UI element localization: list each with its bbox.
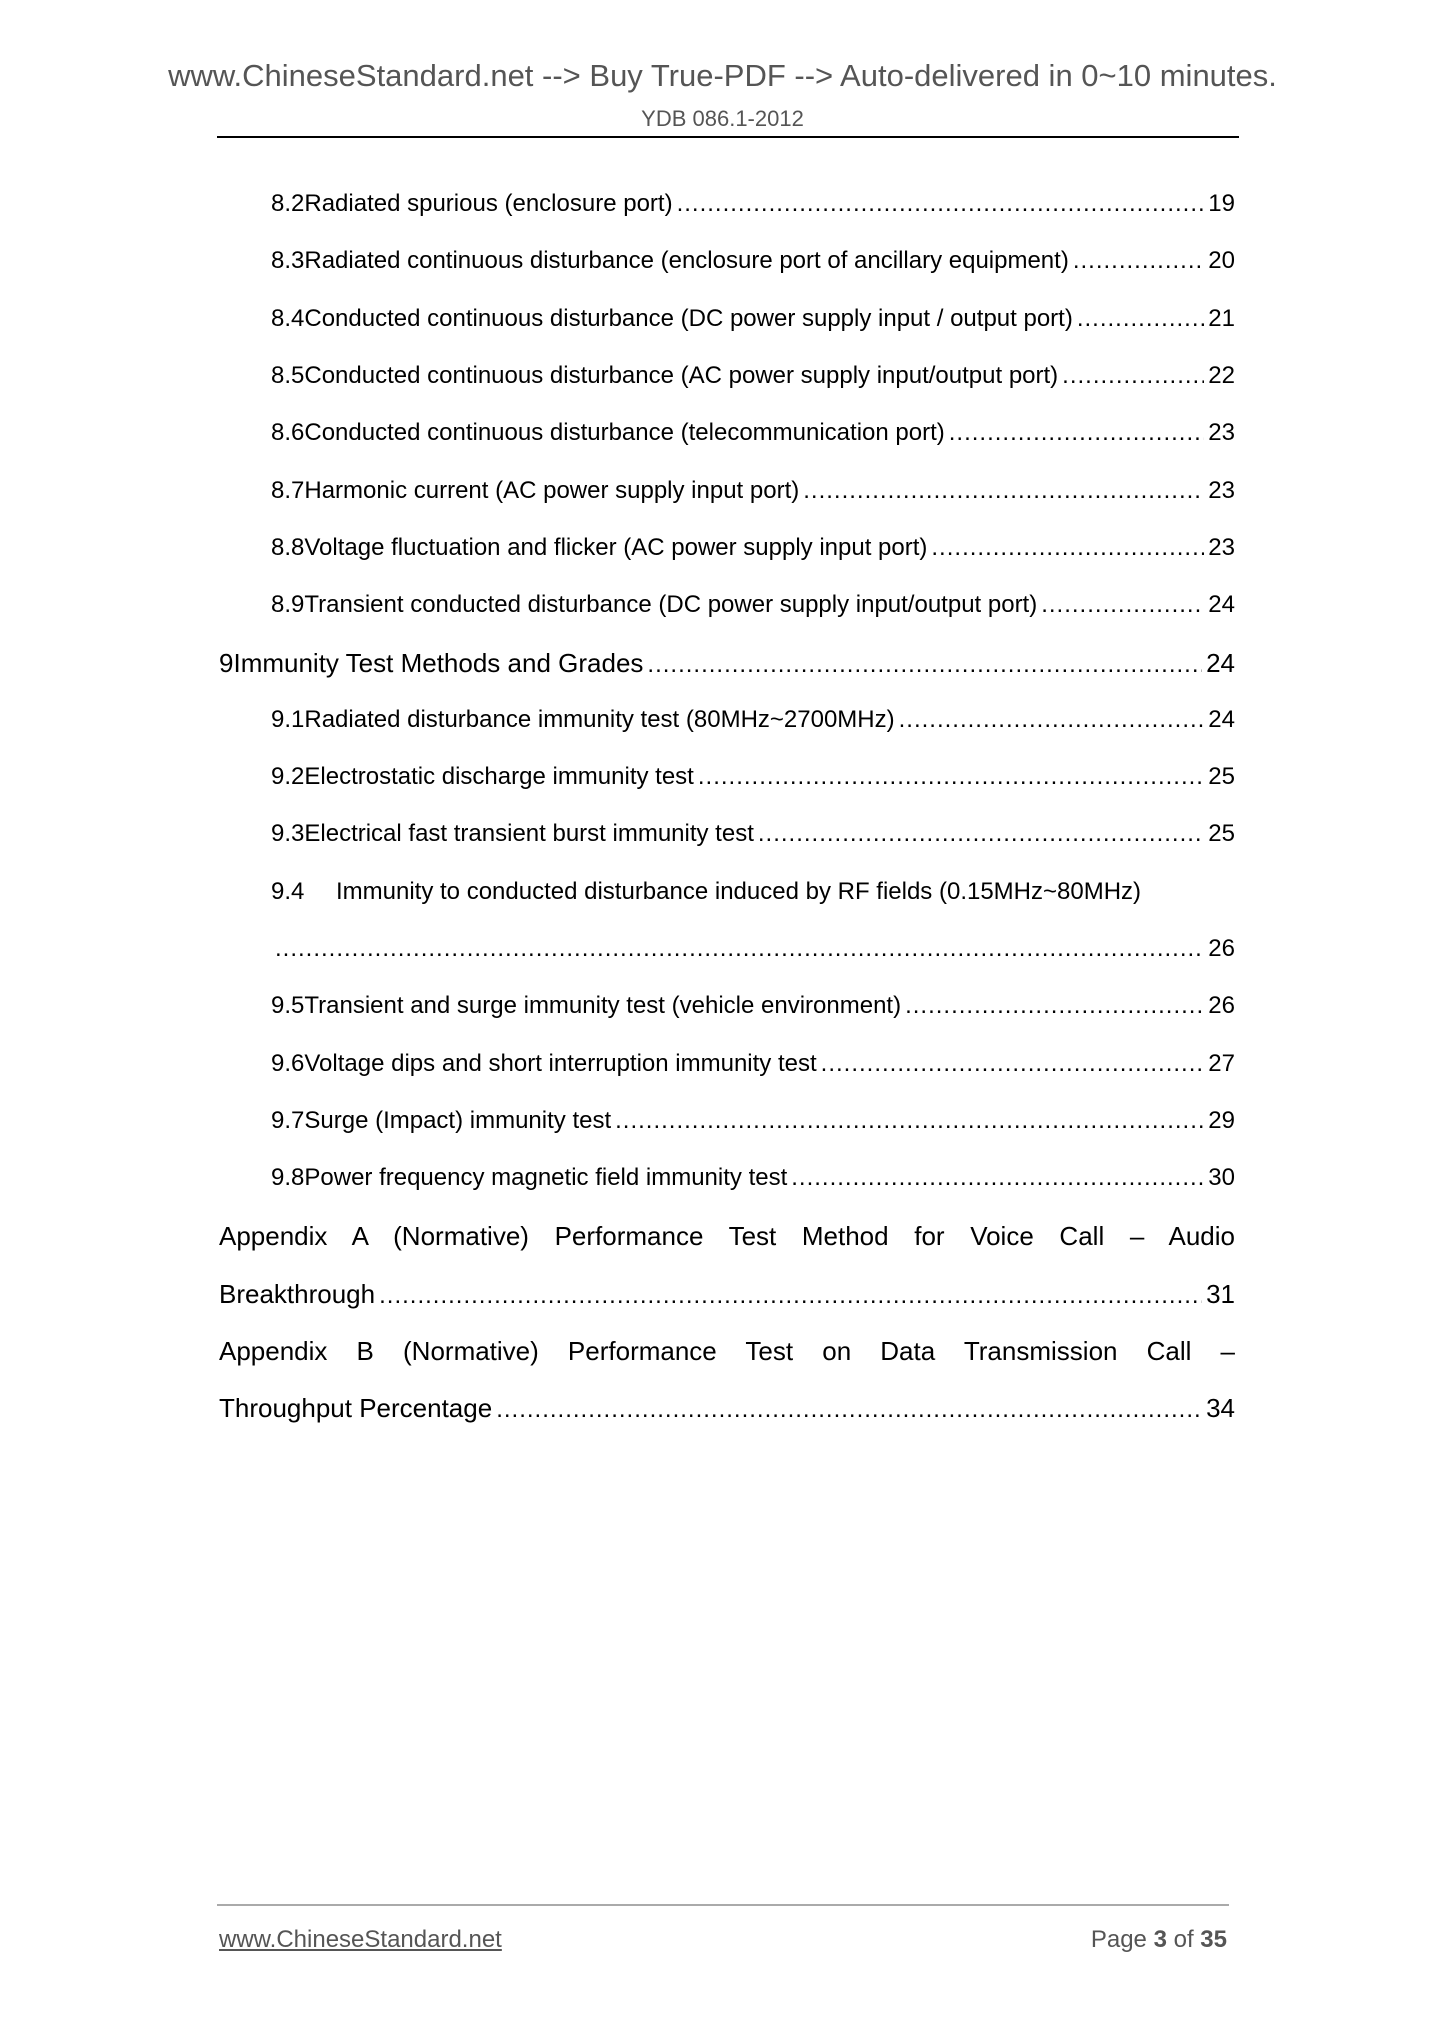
toc-entry-title: Immunity to conducted disturbance induced by RF fields (0.15MHz~80MHz) <box>336 877 1142 905</box>
appendix-page: 34 <box>1206 1393 1235 1424</box>
toc-entry[interactable] <box>271 362 1235 402</box>
toc-entry-page: 22 <box>1208 361 1235 389</box>
toc-entry-page: 23 <box>1208 419 1235 447</box>
toc-entry-number: 9.4 <box>271 877 305 905</box>
toc-entry-number: 8.9 <box>271 591 305 619</box>
toc-entry-page: 26 <box>1208 992 1235 1020</box>
toc-entry-number: 8.3 <box>271 247 305 275</box>
toc-entry-page: 23 <box>1208 476 1235 504</box>
toc-entry-page: 24 <box>1206 648 1235 679</box>
toc-entry[interactable] <box>271 534 1235 574</box>
toc-entry-number: 9 <box>219 648 234 679</box>
page-indicator <box>1091 1926 1227 1954</box>
toc-entry[interactable] <box>219 648 1235 688</box>
toc-entry[interactable] <box>271 1164 1235 1204</box>
page-total: 35 <box>1200 1926 1227 1953</box>
toc-entry-title: Harmonic current (AC power supply input port) <box>304 476 800 504</box>
page-current: 3 <box>1153 1926 1167 1953</box>
toc-entry[interactable] <box>271 763 1235 803</box>
page-sep: of <box>1173 1926 1194 1953</box>
toc-entry-page: 20 <box>1208 247 1235 275</box>
toc-entry[interactable] <box>271 1107 1235 1147</box>
toc-entry-number: 8.6 <box>271 419 305 447</box>
toc-entry-title: Radiated spurious (enclosure port) <box>304 190 673 217</box>
toc-entry-page: 25 <box>1208 763 1235 790</box>
toc-entry-title: Radiated continuous disturbance (enclosure port of ancillary equipment) <box>304 247 1069 275</box>
dot-leader <box>899 706 1205 734</box>
toc-entry-number: 9.8 <box>271 1164 305 1192</box>
dot-leader <box>949 419 1205 447</box>
dot-leader <box>803 477 1204 505</box>
toc-entry-page: 19 <box>1208 190 1235 217</box>
toc-entry-title: Radiated disturbance immunity test (80MHz~2700MHz) <box>304 705 895 733</box>
dot-leader <box>379 1282 1202 1310</box>
toc-entry-title: Power frequency magnetic field immunity test <box>304 1164 788 1192</box>
dot-leader <box>791 1164 1204 1192</box>
dot-leader <box>1062 362 1204 390</box>
dot-leader <box>647 651 1202 679</box>
toc-entry-continuation[interactable] <box>271 935 1235 975</box>
footer-divider <box>217 1904 1229 1906</box>
dot-leader <box>821 1050 1205 1078</box>
toc-entry[interactable] <box>271 477 1235 517</box>
toc-entry-title: Electrical fast transient burst immunity test <box>304 820 754 848</box>
appendix-page: 31 <box>1206 1278 1235 1309</box>
toc-entry-title: Conducted continuous disturbance (AC power supply input/output port) <box>304 361 1059 389</box>
dot-leader <box>1041 591 1204 619</box>
toc-entry-number: 8.2 <box>271 190 305 217</box>
toc-entry[interactable] <box>271 190 1235 230</box>
toc-entry-title: Electrostatic discharge immunity test <box>304 763 694 790</box>
toc-entry[interactable] <box>271 878 1235 918</box>
toc-entry-title: Conducted continuous disturbance (DC power supply input / output port) <box>304 304 1073 332</box>
toc-entry-number: 9.6 <box>271 1049 305 1077</box>
toc-entry-number: 8.5 <box>271 361 305 389</box>
dot-leader <box>1077 305 1204 333</box>
appendix-entry-continuation[interactable] <box>219 1393 1235 1433</box>
toc-entry[interactable] <box>271 820 1235 860</box>
dot-leader <box>615 1107 1204 1135</box>
toc-entry-title: Transient conducted disturbance (DC power supply input/output port) <box>304 591 1038 619</box>
toc-entry-page: 25 <box>1208 820 1235 848</box>
toc-entry-number: 9.3 <box>271 820 305 848</box>
toc-entry-page: 23 <box>1208 533 1235 561</box>
toc-entry-number: 9.2 <box>271 763 305 790</box>
toc-entry-title: Voltage fluctuation and flicker (AC power supply input port) <box>304 533 928 561</box>
toc-entry-page: 27 <box>1208 1049 1235 1077</box>
toc-entry-title: Transient and surge immunity test (vehicle environment) <box>304 992 902 1020</box>
toc-entry[interactable] <box>271 591 1235 631</box>
dot-leader <box>905 992 1204 1020</box>
toc-entry-page: 21 <box>1208 304 1235 332</box>
dot-leader <box>698 763 1204 791</box>
header-banner: www.ChineseStandard.net --> Buy True-PDF --> Auto-delivered in 0~10 minutes. <box>168 58 1277 93</box>
toc-entry-page: 29 <box>1208 1106 1235 1134</box>
toc-entry-number: 8.8 <box>271 533 305 561</box>
dot-leader <box>275 935 1204 963</box>
document-id: YDB 086.1-2012 <box>641 106 804 131</box>
dot-leader <box>758 820 1204 848</box>
appendix-entry[interactable]: Appendix B (Normative) Performance Test on Data Transmission Call – <box>219 1336 1235 1366</box>
toc-entry[interactable] <box>271 992 1235 1032</box>
page-prefix: Page <box>1090 1926 1147 1953</box>
appendix-entry[interactable]: Appendix A (Normative) Performance Test Method for Voice Call – Audio <box>219 1221 1235 1252</box>
appendix-title: Throughput Percentage <box>219 1393 493 1424</box>
toc-entry[interactable] <box>271 1050 1235 1090</box>
appendix-entry-continuation[interactable] <box>219 1279 1235 1319</box>
dot-leader <box>931 534 1204 562</box>
toc-entry[interactable] <box>271 247 1235 287</box>
footer-website-link[interactable]: www.ChineseStandard.net <box>219 1926 502 1953</box>
toc-entry-page: 26 <box>1208 934 1235 962</box>
toc-entry[interactable] <box>271 419 1235 459</box>
toc-entry-title: Surge (Impact) immunity test <box>304 1106 612 1134</box>
toc-entry-number: 8.7 <box>271 476 305 504</box>
toc-entry-number: 9.7 <box>271 1106 305 1134</box>
toc-entry-title: Conducted continuous disturbance (telecommunication port) <box>304 419 945 447</box>
dot-leader <box>496 1396 1202 1424</box>
header-divider <box>217 136 1239 138</box>
toc-entry-number: 9.5 <box>271 992 305 1020</box>
toc-entry[interactable] <box>271 305 1235 345</box>
toc-entry-title: Immunity Test Methods and Grades <box>233 648 644 679</box>
toc-entry-title: Voltage dips and short interruption immunity test <box>304 1049 817 1077</box>
dot-leader <box>1073 247 1204 275</box>
toc-entry[interactable] <box>271 706 1235 746</box>
appendix-title: Breakthrough <box>219 1278 376 1309</box>
toc-entry-number: 9.1 <box>271 705 305 733</box>
dot-leader <box>677 190 1205 218</box>
toc-entry-page: 24 <box>1208 591 1235 619</box>
toc-entry-number: 8.4 <box>271 304 305 332</box>
toc-entry-page: 30 <box>1208 1164 1235 1192</box>
toc-entry-page: 24 <box>1208 705 1235 733</box>
